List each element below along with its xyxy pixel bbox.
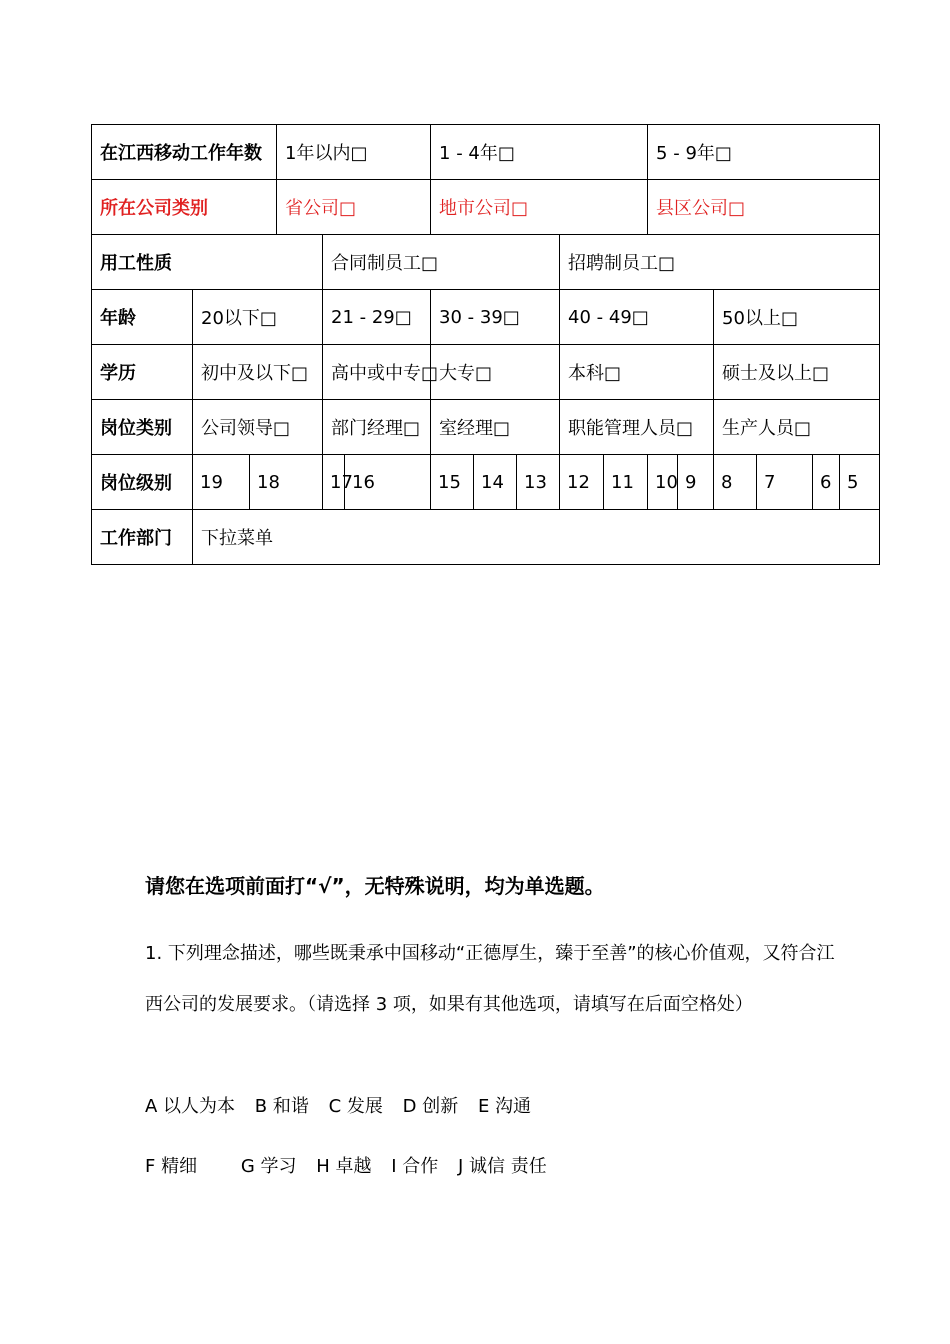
age-label: 年龄 (92, 290, 193, 345)
employment-label: 用工性质 (92, 235, 323, 290)
option-d[interactable]: D 创新 (402, 1096, 459, 1117)
option-b[interactable]: B 和谐 (254, 1096, 309, 1117)
row-age (92, 290, 880, 345)
department-label: 工作部门 (92, 510, 193, 565)
row-position-level (92, 455, 880, 510)
level-11[interactable]: 11 (604, 455, 648, 510)
level-9[interactable]: 9 (678, 455, 714, 510)
option-age-21-29[interactable]: 21 - 29□ (323, 290, 431, 345)
option-1-4-years[interactable]: 1 - 4年□ (431, 125, 648, 180)
level-16[interactable]: 16 (345, 455, 431, 510)
level-12[interactable]: 12 (560, 455, 604, 510)
question-1-options-row-2 (145, 1152, 561, 1178)
row-education (92, 345, 880, 400)
option-functional-staff[interactable]: 职能管理人员□ (560, 400, 714, 455)
position-level-label: 岗位级别 (92, 455, 193, 510)
level-15[interactable]: 15 (431, 455, 474, 510)
level-17[interactable]: 17 (323, 455, 345, 510)
option-age-under-20[interactable]: 20以下□ (193, 290, 323, 345)
level-8[interactable]: 8 (714, 455, 757, 510)
row-work-years (92, 125, 880, 180)
option-f[interactable]: F 精细 (145, 1156, 198, 1177)
option-junior-high[interactable]: 初中及以下□ (193, 345, 323, 400)
question-1-text: 1. 下列理念描述，哪些既秉承中国移动“正德厚生，臻于至善”的核心价值观，又符合江西公司的发展要求。（请选择 3 项，如果有其他选项，请填写在后面空格处） (145, 943, 835, 1015)
option-j[interactable]: J 诚信 责任 (457, 1156, 547, 1177)
company-type-label: 所在公司类别 (92, 180, 277, 235)
option-county-company[interactable]: 县区公司□ (648, 180, 880, 235)
option-age-30-39[interactable]: 30 - 39□ (431, 290, 560, 345)
option-bachelor[interactable]: 本科□ (560, 345, 714, 400)
option-e[interactable]: E 沟通 (477, 1096, 532, 1117)
option-provincial-company[interactable]: 省公司□ (277, 180, 431, 235)
option-a[interactable]: A 以人为本 (145, 1096, 236, 1117)
question-1-options-row-1 (145, 1092, 545, 1118)
level-18[interactable]: 18 (250, 455, 323, 510)
instructions-heading: 请您在选项前面打“√”，无特殊说明，均为单选题。 (145, 874, 605, 898)
level-7[interactable]: 7 (757, 455, 813, 510)
option-city-company[interactable]: 地市公司□ (431, 180, 648, 235)
row-company-type (92, 180, 880, 235)
level-14[interactable]: 14 (474, 455, 517, 510)
department-dropdown[interactable]: 下拉菜单 (193, 510, 880, 565)
position-type-label: 岗位类别 (92, 400, 193, 455)
level-5[interactable]: 5 (840, 455, 880, 510)
row-position-type (92, 400, 880, 455)
education-label: 学历 (92, 345, 193, 400)
option-department-manager[interactable]: 部门经理□ (323, 400, 431, 455)
work-years-label: 在江西移动工作年数 (92, 125, 277, 180)
option-master-plus[interactable]: 硕士及以上□ (714, 345, 880, 400)
option-contract-employee[interactable]: 合同制员工□ (323, 235, 560, 290)
option-under-1-year[interactable]: 1年以内□ (277, 125, 431, 180)
option-office-manager[interactable]: 室经理□ (431, 400, 560, 455)
survey-table (91, 124, 880, 565)
option-company-leader[interactable]: 公司领导□ (193, 400, 323, 455)
option-5-9-years[interactable]: 5 - 9年□ (648, 125, 880, 180)
level-19[interactable]: 19 (193, 455, 250, 510)
level-10[interactable]: 10 (648, 455, 678, 510)
row-department (92, 510, 880, 565)
option-high-school[interactable]: 高中或中专□ (323, 345, 431, 400)
option-age-40-49[interactable]: 40 - 49□ (560, 290, 714, 345)
option-h[interactable]: H 卓越 (316, 1156, 372, 1177)
option-i[interactable]: I 合作 (391, 1156, 439, 1177)
option-age-50-plus[interactable]: 50以上□ (714, 290, 880, 345)
level-13[interactable]: 13 (517, 455, 560, 510)
option-c[interactable]: C 发展 (328, 1096, 383, 1117)
option-recruited-employee[interactable]: 招聘制员工□ (560, 235, 880, 290)
level-6[interactable]: 6 (813, 455, 840, 510)
option-production-staff[interactable]: 生产人员□ (714, 400, 880, 455)
option-college[interactable]: 大专□ (431, 345, 560, 400)
option-g[interactable]: G 学习 (240, 1156, 297, 1177)
row-employment (92, 235, 880, 290)
